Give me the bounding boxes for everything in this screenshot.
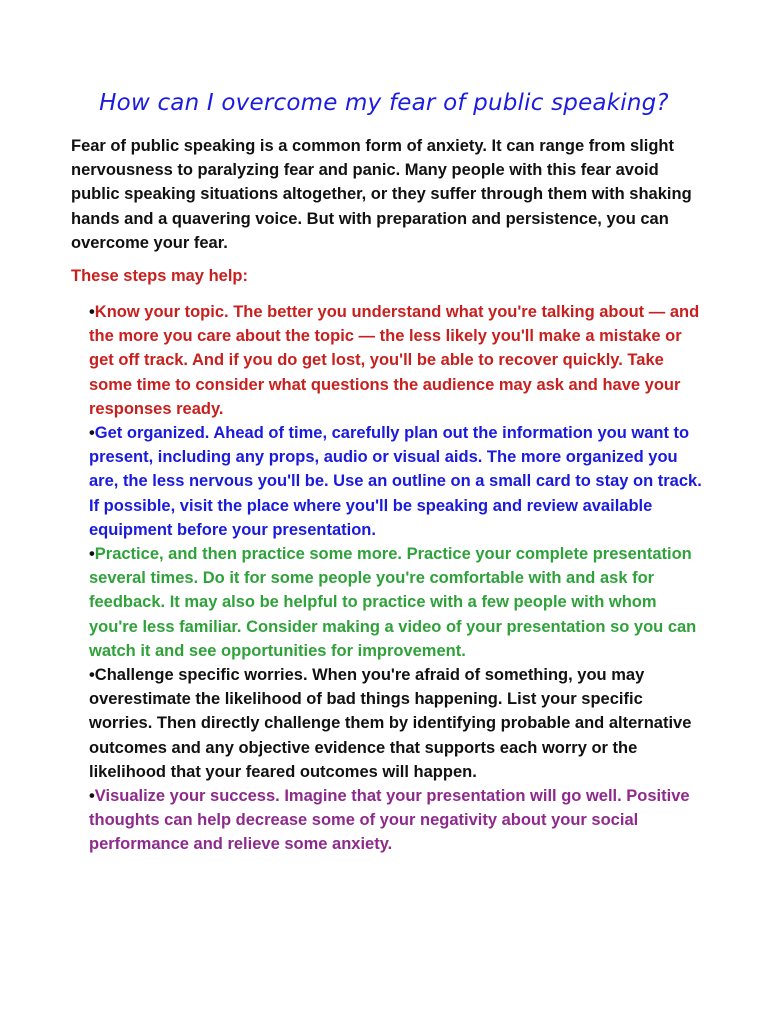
step-practice	[89, 542, 709, 663]
bullet: •	[89, 424, 95, 443]
steps-list	[89, 300, 709, 857]
bullet: •	[89, 666, 95, 685]
step-text: Challenge specific worries. When you're afraid of something, you may overestimate the likelihood of bad things happening. List your specific worries. Then directly challenge them by identifying probable and alternative outcomes and any objective evidence that supports each worry or the likelihood that your feared outcomes will happen.	[89, 666, 692, 781]
steps-heading: These steps may help:	[71, 267, 248, 285]
bullet: •	[89, 303, 95, 321]
step-text: Know your topic. The better you understand what you're talking about — and the more you care about the topic — the less likely you'll make a mistake or get off track. And if you do get lost, you'll be able to recover quickly. Take some time to consider what questions the audience may ask and have your responses ready.	[89, 303, 700, 418]
bullet: •	[89, 545, 95, 564]
step-know-your-topic	[89, 300, 709, 421]
page-title: How can I overcome my fear of public speaking?	[99, 90, 669, 116]
step-text: Get organized. Ahead of time, carefully plan out the information you want to present, including any props, audio or visual aids. The more organized you are, the less nervous you'll be. Use an outline on a small card to stay on track. If possible, visit the place where you'll be speaking and review available equipment before your presentation.	[89, 424, 702, 539]
step-visualize-success	[89, 784, 709, 857]
step-text: Practice, and then practice some more. Practice your complete presentation several times. Do it for some people you're comfortable with and ask for feedback. It may also be helpful to practice with a few people with whom you're less familiar. Consider making a video of your presentation so you can watch it and see opportunities for improvement.	[89, 545, 697, 660]
intro-paragraph: Fear of public speaking is a common form of anxiety. It can range from slight nervousness to paralyzing fear and panic. Many people with this fear avoid public speaking situations altogether, or they suffer through them with shaking hands and a quavering voice. But with preparation and persistence, you can overcome your fear.	[71, 137, 692, 252]
step-get-organized	[89, 421, 709, 542]
step-text: Visualize your success. Imagine that your presentation will go well. Positive thoughts can help decrease some of your negativity about your social performance and relieve some anxiety.	[89, 787, 690, 854]
bullet: •	[89, 787, 95, 806]
step-challenge-worries	[89, 663, 709, 784]
